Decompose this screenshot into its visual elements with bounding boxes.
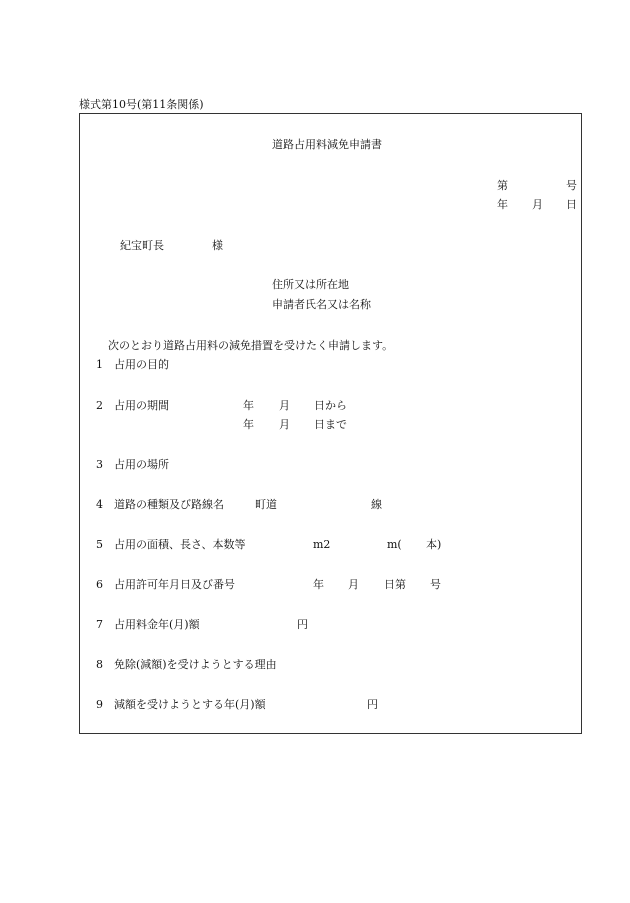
item-number: 6 [96,578,103,591]
period-to-month: 月 [279,418,290,431]
item-label-period: 占用の期間 [114,399,169,412]
item-label-area: 占用の面積、長さ、本数等 [114,538,246,551]
number-suffix: 号 [566,179,577,192]
period-from-day: 日から [314,399,347,412]
road-line-suffix: 線 [371,498,382,511]
item-label-location: 占用の場所 [114,458,169,471]
permit-month: 月 [348,578,359,591]
item-label-fee: 占用料金年(月)額 [114,618,200,631]
period-to-year: 年 [243,418,254,431]
item-number: 2 [96,399,103,412]
fee-yen: 円 [297,618,308,631]
item-label-reduced-amount: 減額を受けようとする年(月)額 [114,698,266,711]
town-road-label: 町道 [255,498,277,511]
date-day: 日 [566,198,577,211]
item-number: 5 [96,538,103,551]
item-number: 3 [96,458,103,471]
period-from-year: 年 [243,399,254,412]
item-number: 1 [96,358,103,371]
item-number: 8 [96,658,103,671]
permit-day-number: 日第 [384,578,406,591]
date-month: 月 [532,198,543,211]
permit-year: 年 [313,578,324,591]
item-number: 7 [96,618,103,631]
addressee-name: 紀宝町長 [120,239,164,252]
reduced-amount-yen: 円 [367,698,378,711]
item-number: 4 [96,498,103,511]
item-label-permit: 占用許可年月日及び番号 [114,578,235,591]
item-label-road: 道路の種類及び路線名 [114,498,224,511]
unit-area: m2 [313,538,331,551]
unit-length: m( [387,538,402,551]
period-from-month: 月 [279,399,290,412]
item-label-purpose: 占用の目的 [114,358,169,371]
period-to-day: 日まで [314,418,347,431]
number-prefix: 第 [497,179,508,192]
item-label-reason: 免除(減額)を受けようとする理由 [114,658,277,671]
form-title: 道路占用料減免申請書 [272,138,382,151]
permit-go: 号 [430,578,441,591]
applicant-address-label: 住所又は所在地 [272,278,349,291]
form-number: 様式第10号(第11条関係) [79,98,204,111]
item-number: 9 [96,698,103,711]
unit-count: 本) [426,538,442,551]
addressee-honorific: 様 [212,239,223,252]
intro-text: 次のとおり道路占用料の減免措置を受けたく申請します。 [108,339,394,352]
date-year: 年 [497,198,508,211]
applicant-name-label: 申請者氏名又は名称 [272,298,371,311]
